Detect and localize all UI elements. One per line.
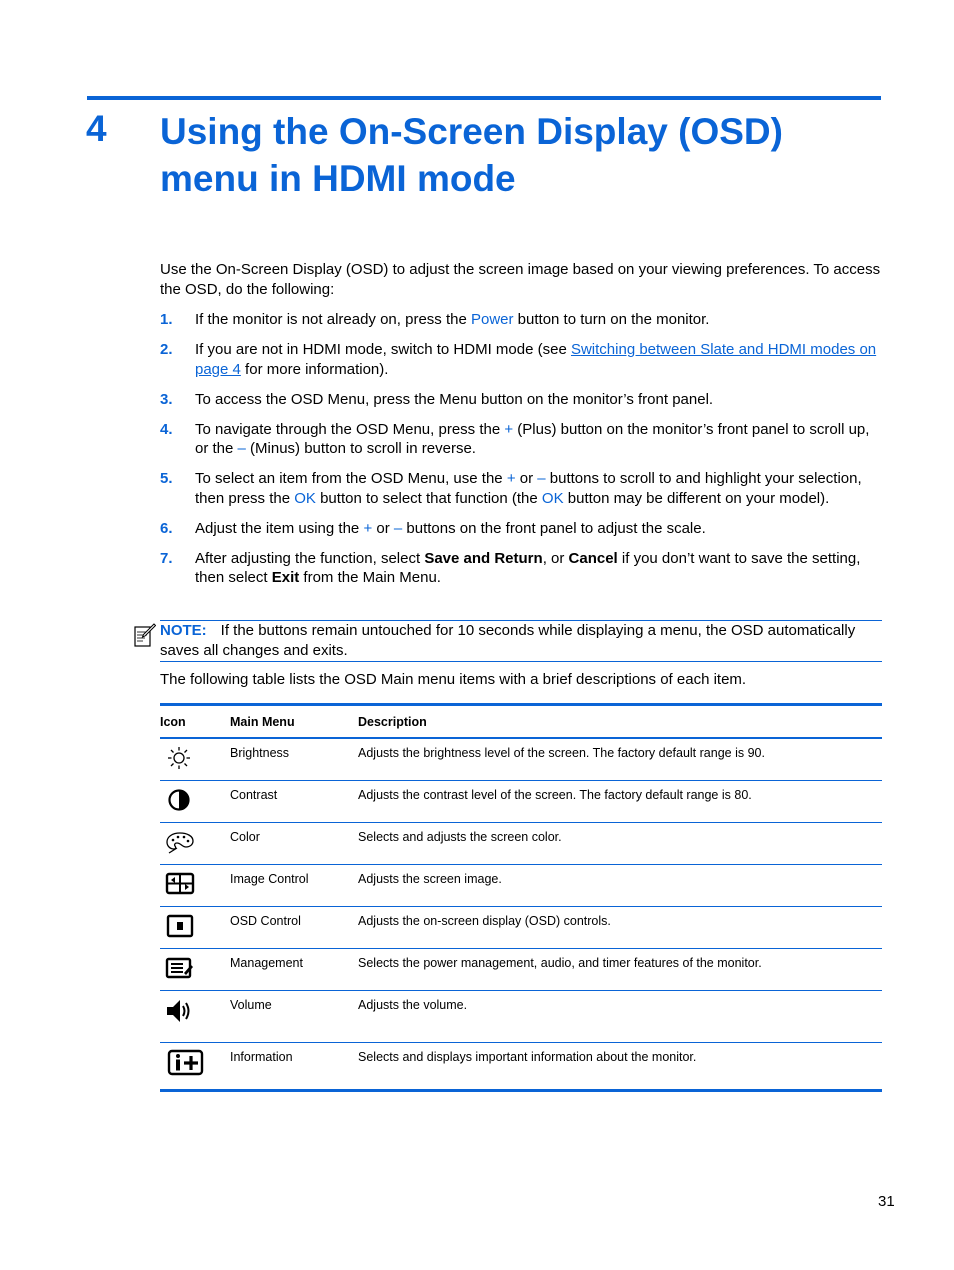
step-text: After adjusting the function, select xyxy=(195,549,425,567)
steps-list xyxy=(160,310,882,598)
menu-item-name: Volume xyxy=(230,990,358,1042)
icon-cell xyxy=(160,1042,230,1090)
step-text: if you don’t want to save the setting, then select xyxy=(195,549,861,586)
header-description: Description xyxy=(358,705,882,739)
step-text: If you are not in HDMI mode, switch to HDMI mode (see xyxy=(195,341,571,358)
osd-control-icon xyxy=(165,913,195,939)
step-6 xyxy=(160,519,882,539)
note-pencil-icon xyxy=(134,623,156,647)
menu-item-description: Adjusts the brightness level of the screen. The factory default range is 90. xyxy=(358,738,882,780)
note-label: NOTE: xyxy=(160,622,207,639)
table-row xyxy=(160,948,882,990)
step-number: 4. xyxy=(160,420,173,438)
menu-item-name: Color xyxy=(230,822,358,864)
icon-cell xyxy=(160,948,230,990)
step-number: 6. xyxy=(160,519,173,537)
note-text: If the buttons remain untouched for 10 seconds while displaying a menu, the OSD automatically saves all changes and exits. xyxy=(160,622,856,659)
intro-paragraph: Use the On-Screen Display (OSD) to adjust the screen image based on your viewing preferences. To access the OSD, do the following: xyxy=(160,261,881,298)
step-text: To navigate through the OSD Menu, press the xyxy=(195,420,505,438)
icon-cell xyxy=(160,990,230,1042)
menu-item-description: Selects and adjusts the screen color. xyxy=(358,822,882,864)
information-icon xyxy=(167,1049,205,1077)
table-row xyxy=(160,822,882,864)
power-button-label: Power xyxy=(470,311,514,328)
ok-button-label: OK xyxy=(541,489,564,507)
step-3 xyxy=(160,390,882,410)
note-box xyxy=(160,620,882,662)
table-row xyxy=(160,738,882,780)
plus-button-label: + xyxy=(506,470,516,487)
menu-item-description: Adjusts the screen image. xyxy=(358,864,882,906)
icon-cell xyxy=(160,864,230,906)
minus-button-label: – xyxy=(237,440,246,457)
plus-button-label: + xyxy=(504,420,514,438)
color-palette-icon xyxy=(165,829,195,855)
chapter-number: 4 xyxy=(86,108,107,149)
step-text: buttons on the front panel to adjust the scale. xyxy=(402,519,706,537)
step-text: , or xyxy=(542,549,569,567)
page-number: 31 xyxy=(878,1193,895,1210)
icon-cell xyxy=(160,738,230,780)
step-text: for more information). xyxy=(240,360,389,378)
step-text: button to select that function (the xyxy=(315,489,542,507)
menu-item-name: Contrast xyxy=(230,780,358,822)
step-text: Adjust the item using the xyxy=(195,519,364,537)
menu-item-description: Selects and displays important information about the monitor. xyxy=(358,1049,697,1064)
step-number: 1. xyxy=(160,311,173,328)
table-row xyxy=(160,864,882,906)
menu-item-name: Management xyxy=(230,948,358,990)
header-icon: Icon xyxy=(160,705,230,739)
exit-label: Exit xyxy=(271,569,300,586)
step-text: buttons to scroll to and highlight your selection, then press the xyxy=(195,470,862,507)
step-2 xyxy=(160,340,882,379)
cancel-label: Cancel xyxy=(568,549,618,567)
step-text: (Plus) button on the monitor’s front panel to scroll up, or the xyxy=(195,420,870,457)
menu-item-description: Selects the power management, audio, and timer features of the monitor. xyxy=(358,948,882,990)
volume-icon xyxy=(165,997,195,1025)
table-row xyxy=(160,906,882,948)
osd-menu-table xyxy=(160,703,882,1092)
contrast-icon xyxy=(166,787,192,813)
image-control-icon xyxy=(165,871,195,897)
step-number: 5. xyxy=(160,470,173,487)
step-text: button to turn on the monitor. xyxy=(513,311,710,328)
table-intro: The following table lists the OSD Main menu items with a brief descriptions of each item. xyxy=(160,671,747,688)
table-row xyxy=(160,990,882,1042)
menu-item-name: OSD Control xyxy=(230,906,358,948)
menu-item-description: Adjusts the volume. xyxy=(358,990,882,1042)
step-text: or xyxy=(515,470,538,487)
switching-modes-link[interactable]: Switching between Slate and HDMI modes on page 4 xyxy=(195,341,877,378)
step-1 xyxy=(160,310,882,330)
menu-item-description: Adjusts the on-screen display (OSD) controls. xyxy=(358,906,882,948)
brightness-icon xyxy=(166,745,192,771)
step-text: from the Main Menu. xyxy=(299,569,441,586)
step-text: or xyxy=(372,519,394,537)
step-text: If the monitor is not already on, press the xyxy=(195,311,471,328)
menu-item-name: Brightness xyxy=(230,738,358,780)
menu-item-description: Adjusts the contrast level of the screen. The factory default range is 80. xyxy=(358,780,882,822)
save-and-return-label: Save and Return xyxy=(424,549,543,567)
table-header-row xyxy=(160,705,882,739)
step-text: To select an item from the OSD Menu, use the xyxy=(195,470,507,487)
step-number: 2. xyxy=(160,341,173,358)
step-number: 7. xyxy=(160,549,173,567)
step-7 xyxy=(160,549,882,588)
step-5 xyxy=(160,469,882,508)
chapter-title: Using the On-Screen Display (OSD) menu in HDMI mode xyxy=(160,111,783,199)
table-row xyxy=(160,1042,882,1090)
management-icon xyxy=(165,955,195,981)
chapter-rule xyxy=(87,96,881,100)
table-row xyxy=(160,780,882,822)
header-main-menu: Main Menu xyxy=(230,705,358,739)
step-text: (Minus) button to scroll in reverse. xyxy=(245,440,476,457)
step-number: 3. xyxy=(160,390,173,408)
icon-cell xyxy=(160,906,230,948)
step-4 xyxy=(160,420,882,459)
minus-button-label: – xyxy=(537,470,546,487)
icon-cell xyxy=(160,780,230,822)
menu-item-name: Information xyxy=(230,1049,293,1064)
step-text: To access the OSD Menu, press the Menu button on the monitor’s front panel. xyxy=(195,390,714,408)
step-text: button may be different on your model). xyxy=(563,489,830,507)
plus-button-label: + xyxy=(363,519,373,537)
ok-button-label: OK xyxy=(294,489,316,507)
icon-cell xyxy=(160,822,230,864)
minus-button-label: – xyxy=(393,519,403,537)
menu-item-name: Image Control xyxy=(230,864,358,906)
